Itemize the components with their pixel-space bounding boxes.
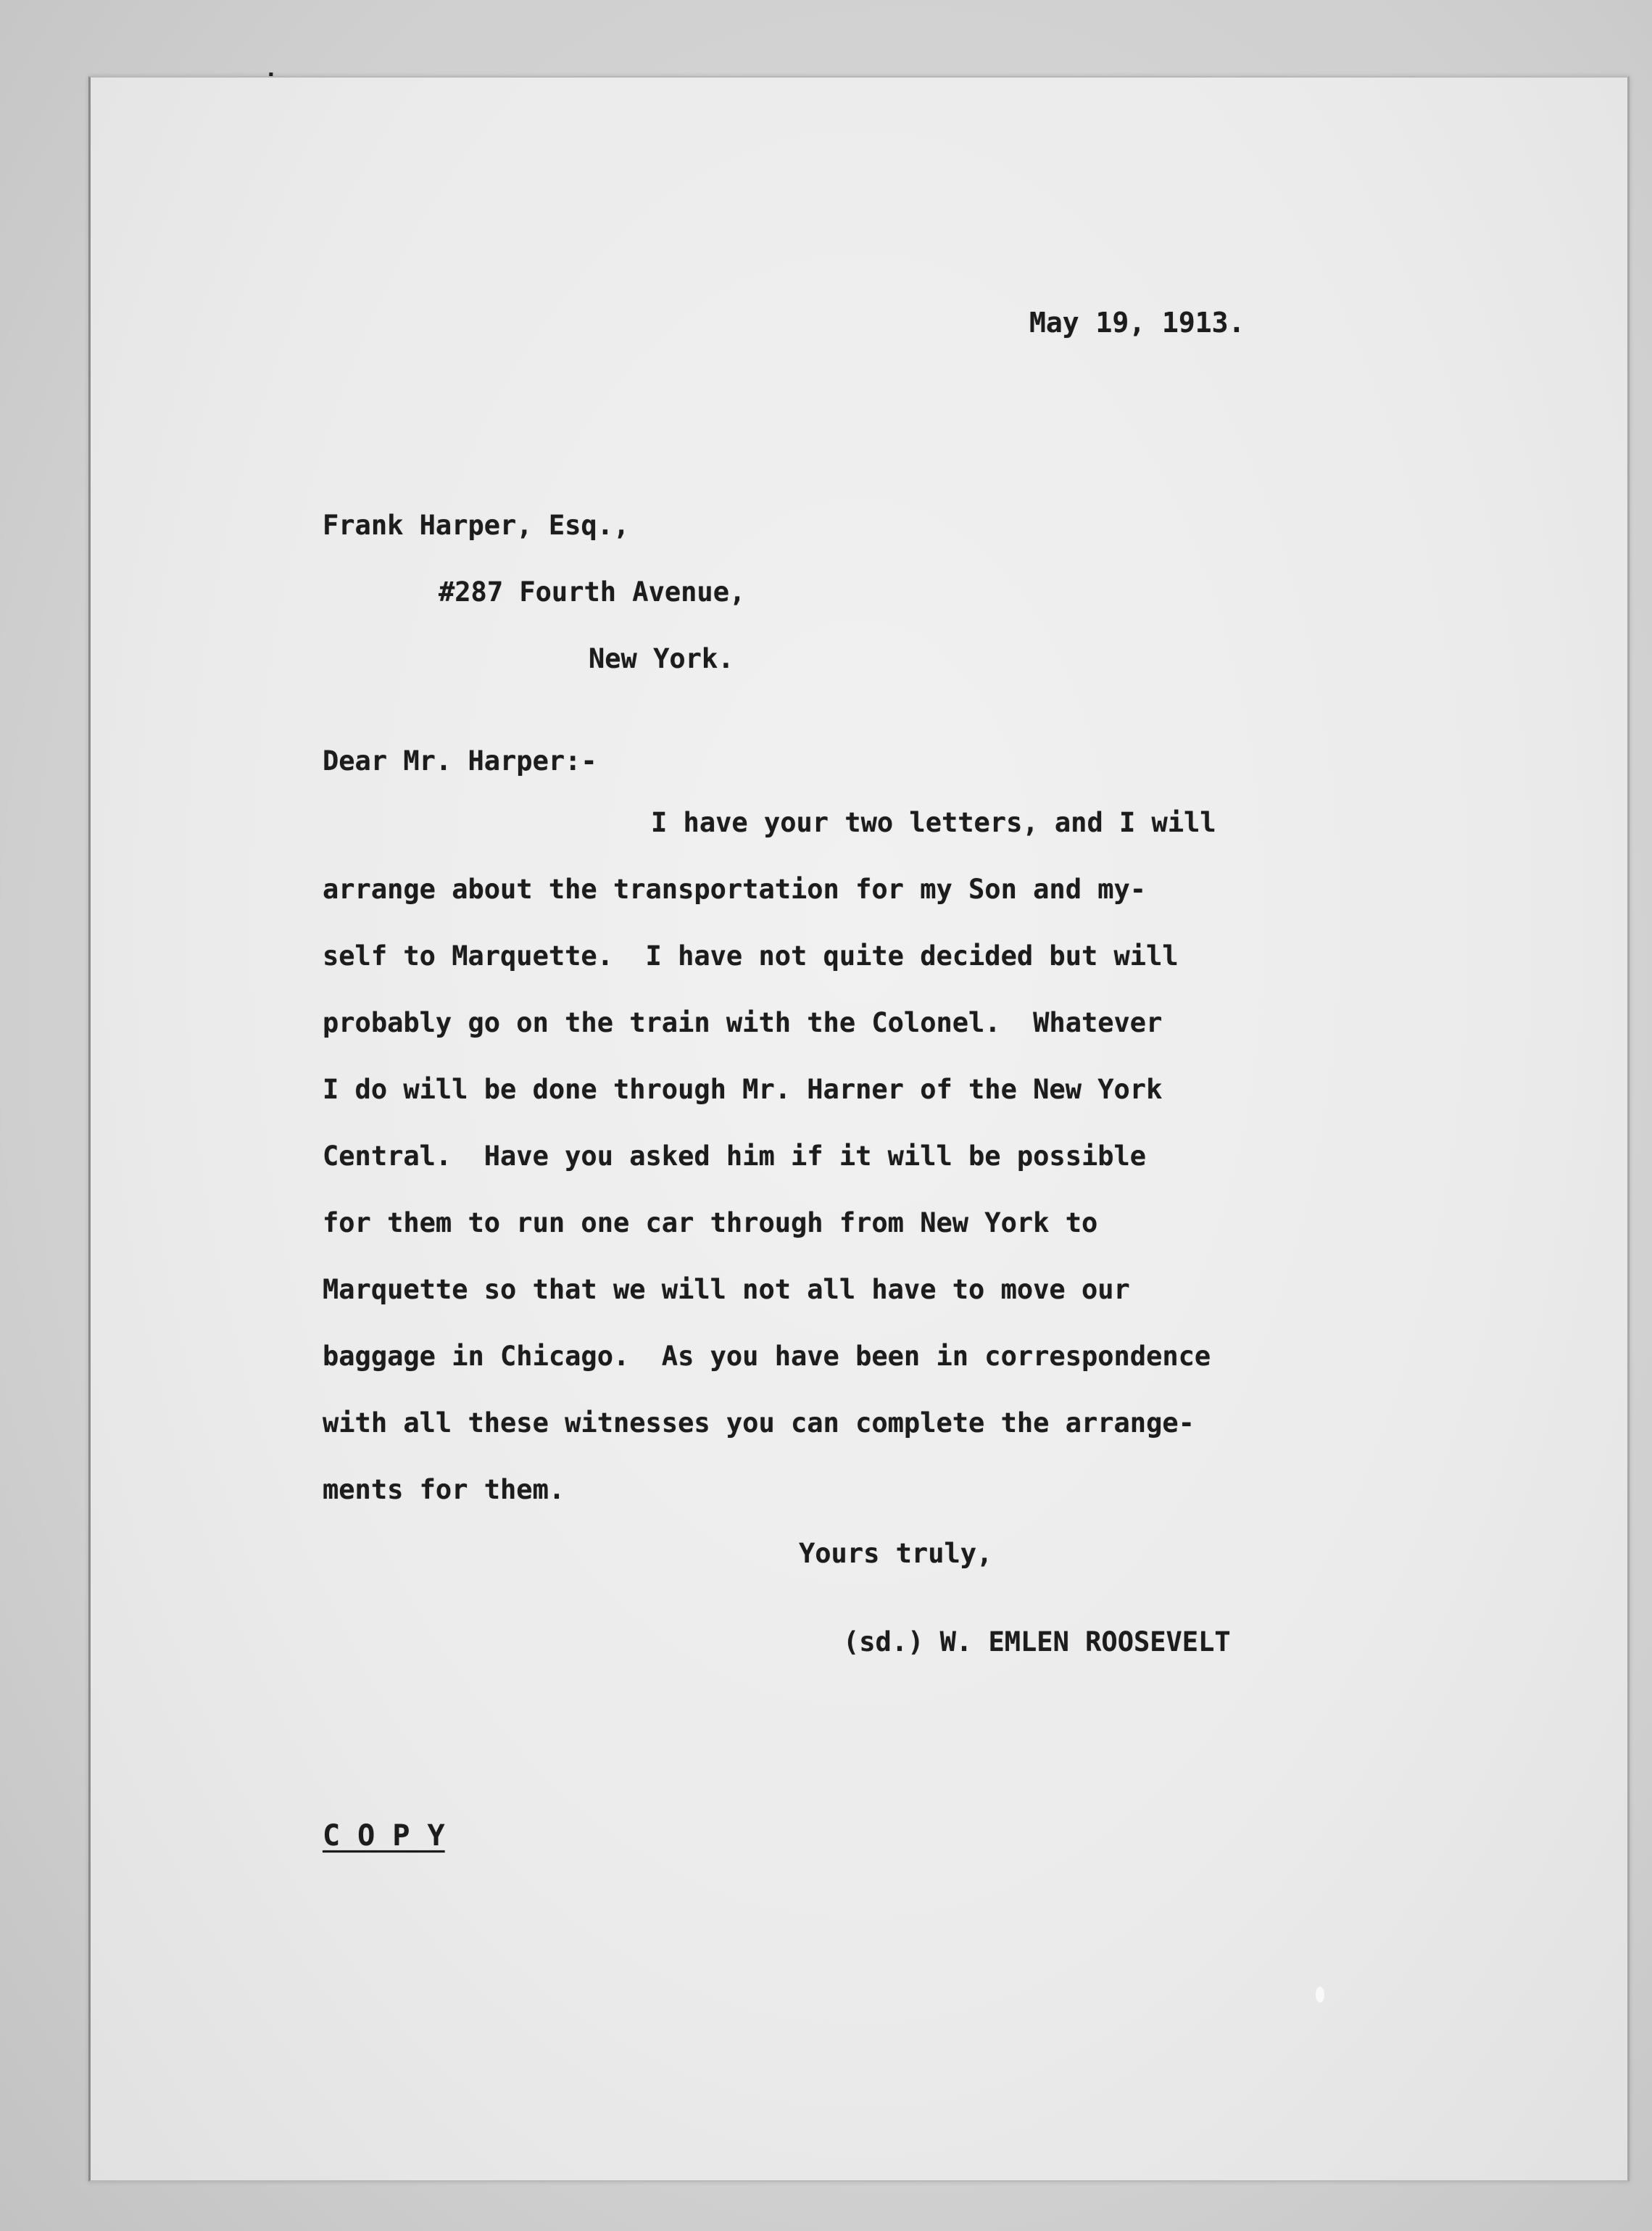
closing: Yours truly, <box>799 1538 993 1569</box>
body-line: I do will be done through Mr. Harner of the New York <box>323 1074 1163 1105</box>
body-line: Central. Have you asked him if it will be possible <box>323 1141 1147 1172</box>
recipient-street: #287 Fourth Avenue, <box>439 576 746 608</box>
body-line: probably go on the train with the Colonel. Whatever <box>323 1007 1163 1038</box>
letter-page <box>88 76 1630 2182</box>
body-line: baggage in Chicago. As you have been in correspondence <box>323 1341 1211 1372</box>
body-line: for them to run one car through from New York to <box>323 1207 1098 1238</box>
recipient-city: New York. <box>589 643 734 674</box>
recipient-name: Frank Harper, Esq., <box>323 510 630 541</box>
body-line: self to Marquette. I have not quite decided but will <box>323 940 1179 972</box>
paper-speck <box>1316 1987 1324 2003</box>
signature: (sd.) W. EMLEN ROOSEVELT <box>843 1626 1231 1657</box>
copy-mark: C O P Y <box>323 1819 445 1853</box>
body-line: with all these witnesses you can complete the arrange- <box>323 1407 1195 1439</box>
salutation: Dear Mr. Harper:- <box>323 745 597 777</box>
body-line: ments for them. <box>323 1474 565 1505</box>
letter-date: May 19, 1913. <box>1029 307 1245 339</box>
body-line: I have your two letters, and I will <box>651 807 1216 838</box>
body-line: arrange about the transportation for my Son and my- <box>323 874 1147 905</box>
body-line: Marquette so that we will not all have to move our <box>323 1274 1130 1305</box>
